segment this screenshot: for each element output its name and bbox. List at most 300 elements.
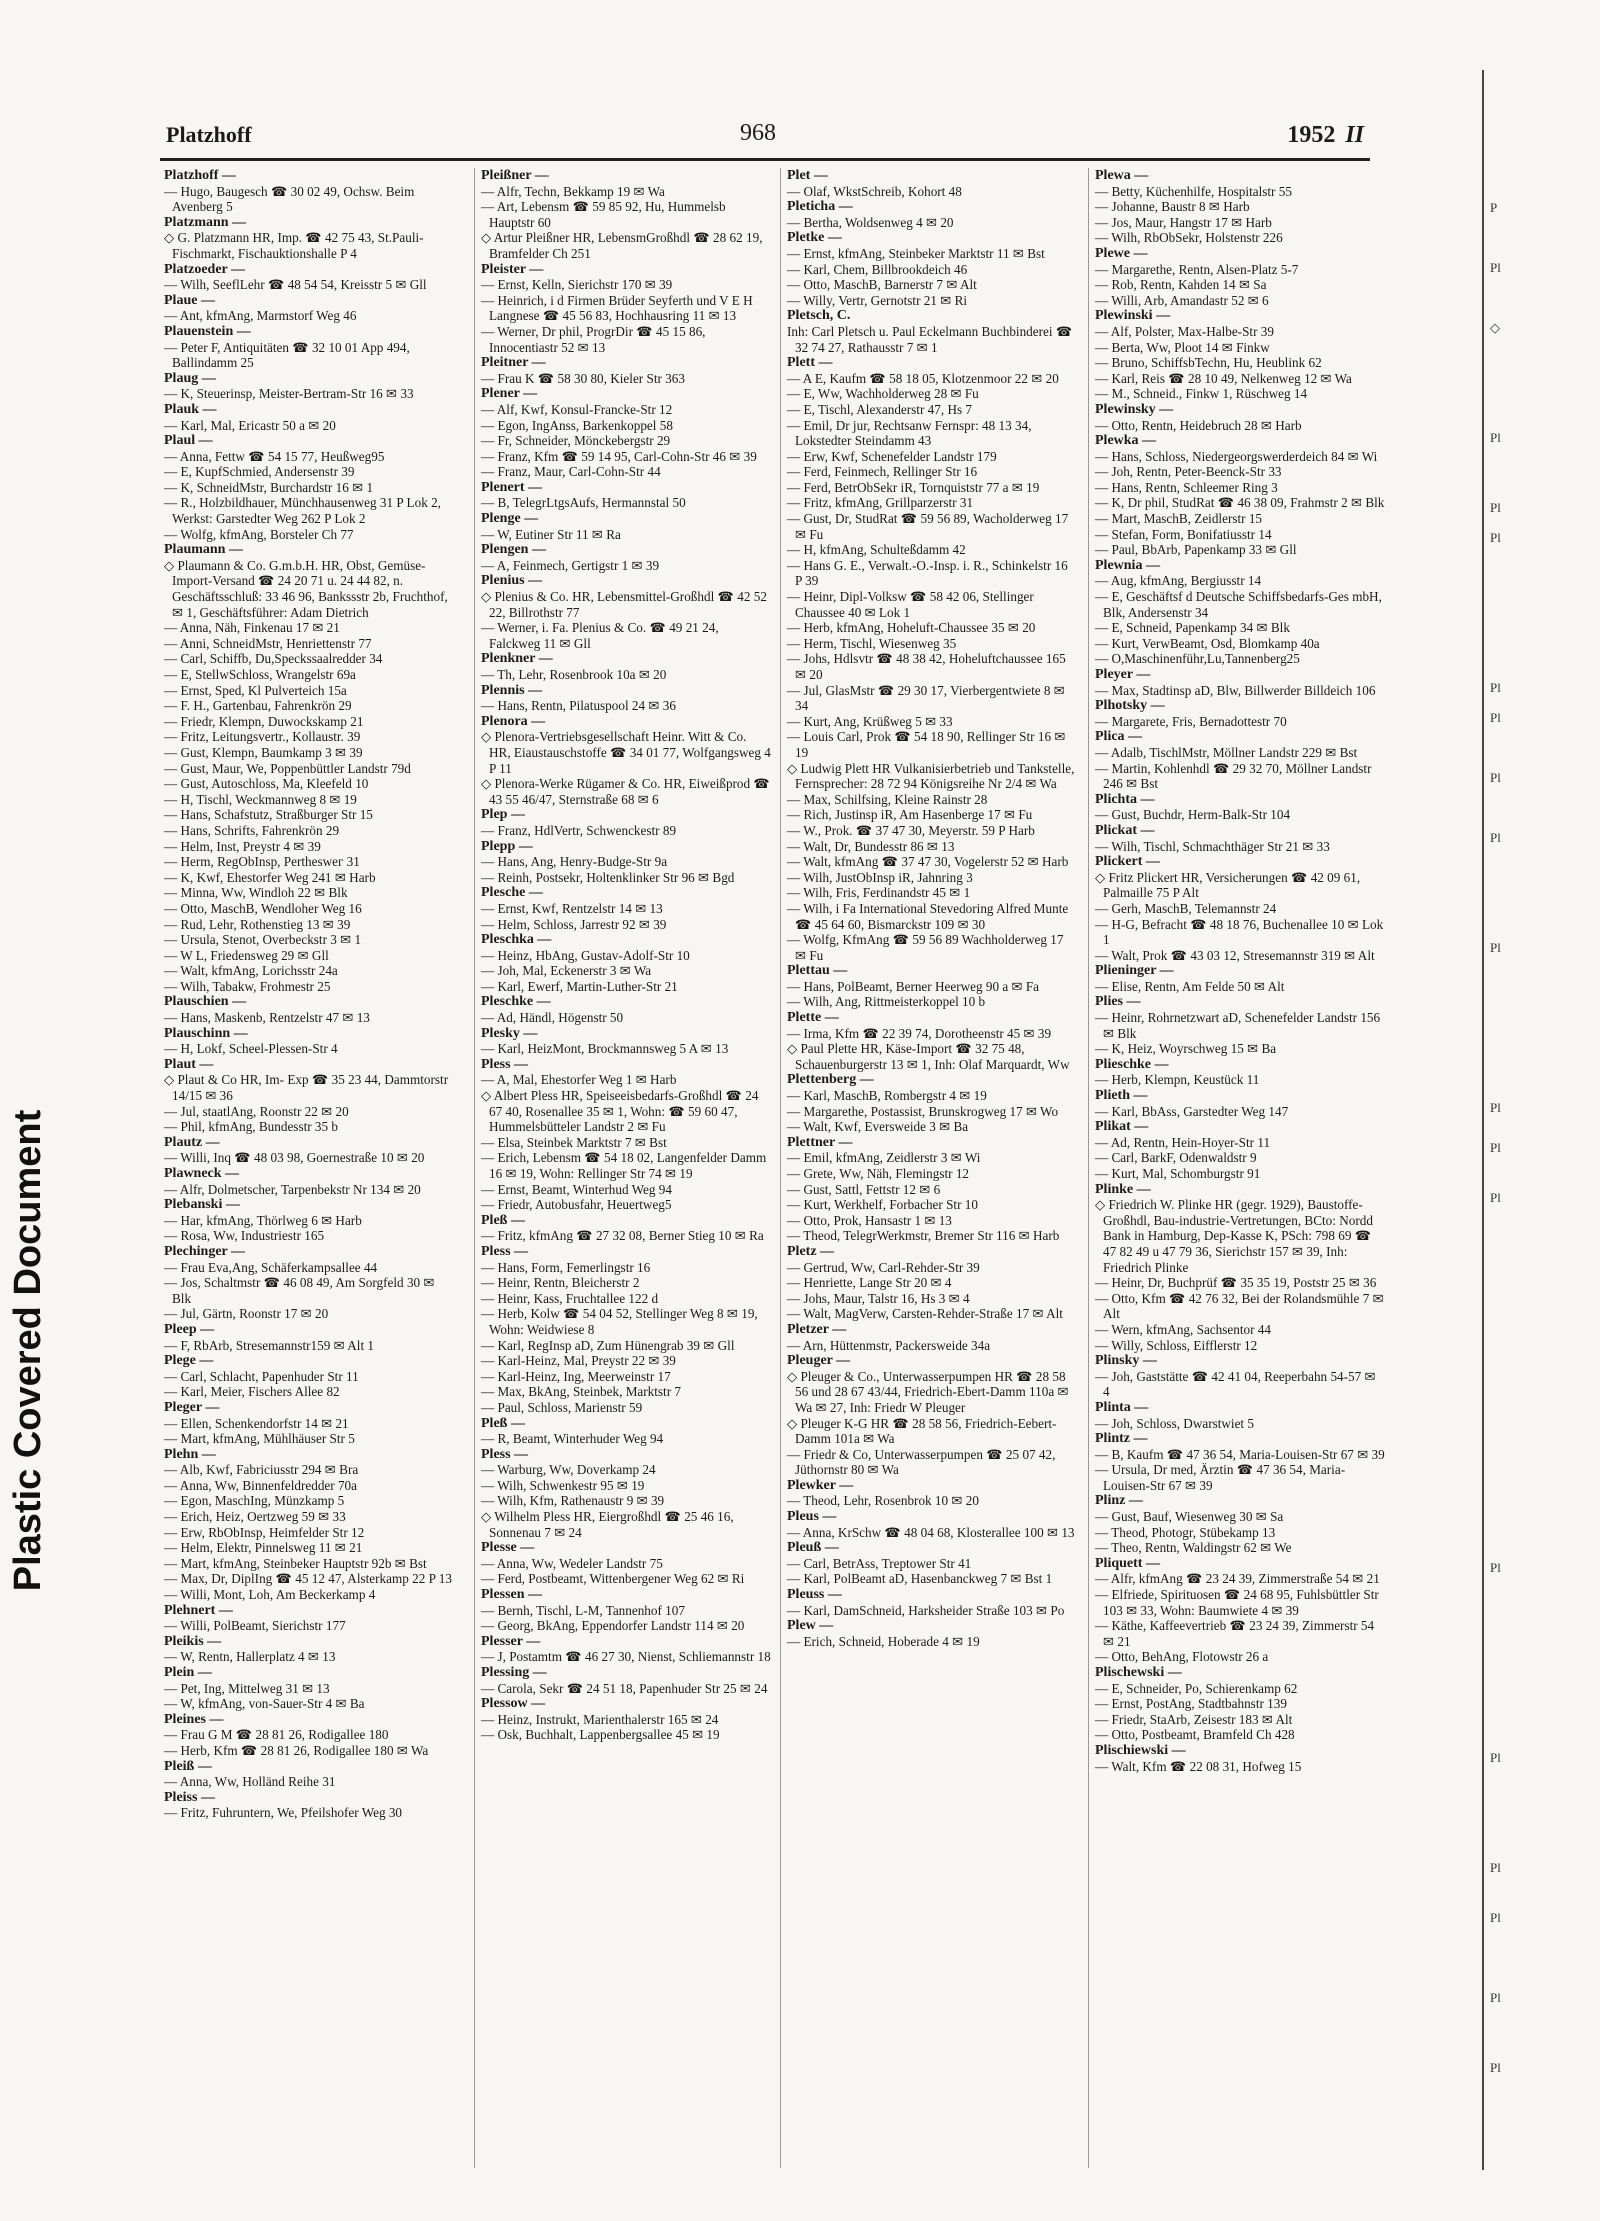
adjacent-page-fragment: Pl	[1490, 1750, 1501, 1765]
directory-entry: — Minna, Ww, Windloh 22 ✉ Blk	[164, 885, 348, 901]
directory-entry: Pleuss —	[787, 1587, 842, 1603]
directory-entry: — Otto, Prok, Hansastr 1 ✉ 13	[787, 1212, 952, 1228]
directory-entry: Plinta —	[1095, 1399, 1149, 1415]
directory-entry: — W L, Friedensweg 29 ✉ Gll	[164, 947, 329, 963]
adjacent-page-fragment: P	[1490, 200, 1498, 215]
directory-entry: Pleep —	[164, 1321, 215, 1337]
adjacent-page-fragment: Pl	[1490, 430, 1501, 445]
directory-entry: Plenora —	[481, 713, 546, 729]
directory-entry: Plichta —	[1095, 791, 1155, 807]
directory-entry: Pless —	[481, 1243, 529, 1259]
directory-entry: ◇ Plenius & Co. HR, Lebensmittel-Großhdl ☎ 42 52 22, Billrothstr 77	[481, 589, 771, 620]
directory-entry: — K, Heiz, Woyrschweg 15 ✉ Ba	[1095, 1041, 1277, 1057]
directory-entry: Plewa —	[1095, 168, 1149, 183]
directory-entry: — Rosa, Ww, Industriestr 165	[164, 1228, 325, 1244]
directory-entry: — Frau Eva,Ang, Schäferkampsallee 44	[164, 1259, 378, 1275]
directory-entry: Plenius —	[481, 573, 543, 589]
directory-entry: — Wilh, Tischl, Schmachthäger Str 21 ✉ 33	[1095, 838, 1330, 854]
column-2	[474, 168, 771, 2168]
directory-entry: — Otto, Postbeamt, Bramfeld Ch 428	[1095, 1727, 1295, 1743]
directory-entry: — Aug, kfmAng, Bergiusstr 14	[1095, 573, 1262, 589]
directory-entry: — Willi, Inq ☎ 48 03 98, Goernestraße 10 ✉ 20	[164, 1150, 425, 1166]
directory-entry: — Anna, Näh, Finkenau 17 ✉ 21	[164, 620, 340, 636]
directory-entry: — Franz, HdlVertr, Schwenckestr 89	[481, 822, 677, 838]
directory-entry: — Willy, Vertr, Gernotstr 21 ✉ Ri	[787, 292, 968, 308]
directory-entry: — Willi, PolBeamt, Sierichstr 177	[164, 1618, 346, 1634]
directory-entry: — A, Feinmech, Gertigstr 1 ✉ 39	[481, 557, 660, 573]
directory-entry: — Ernst, Kwf, Rentzelstr 14 ✉ 13	[481, 900, 663, 916]
directory-entry: — Gust, Buchdr, Herm-Balk-Str 104	[1095, 807, 1291, 823]
directory-entry: — E, Schneider, Po, Schierenkamp 62	[1095, 1680, 1298, 1696]
directory-entry: — Carl, BetrAss, Treptower Str 41	[787, 1555, 972, 1571]
directory-entry: Plettau —	[787, 963, 848, 979]
directory-entry: — Karl, Chem, Billbrookdeich 46	[787, 261, 968, 277]
directory-entry: — Friedr, StaArb, Zeisestr 183 ✉ Alt	[1095, 1711, 1293, 1727]
directory-entry: — Erich, Lebensm ☎ 54 18 02, Langenfelder Damm 16 ✉ 19, Wohn: Rellinger Str 74 ✉ 19	[481, 1150, 767, 1181]
directory-entry: Plautz —	[164, 1134, 220, 1150]
directory-entry: — Ellen, Schenkendorfstr 14 ✉ 21	[164, 1415, 349, 1431]
directory-entry: Plein —	[164, 1665, 212, 1680]
adjacent-page-fragment: Pl	[1490, 1190, 1501, 1205]
directory-entry: — Gust, Bauf, Wiesenweg 30 ✉ Sa	[1095, 1509, 1284, 1525]
volume: II	[1345, 122, 1364, 148]
directory-entry: ◇ Plenora-Werke Rügamer & Co. HR, Eiweißprod ☎ 43 55 46/47, Sternstraße 68 ✉ 6	[481, 776, 771, 807]
directory-entry: Plischiewski —	[1095, 1742, 1186, 1758]
directory-entry: — Theod, Lehr, Rosenbrok 10 ✉ 20	[787, 1493, 979, 1509]
directory-entry: — Heinr, Rohrnetzwart aD, Schenefelder Landstr 156 ✉ Blk	[1095, 1010, 1381, 1041]
directory-entry: Inh: Carl Pletsch u. Paul Eckelmann Buchbinderei ☎ 32 74 27, Rathausstr 7 ✉ 1	[787, 323, 1073, 355]
directory-entry: — Peter F, Antiquitäten ☎ 32 10 01 App 494, Ballindamm 25	[164, 339, 410, 371]
directory-entry: — E, Ww, Wachholderweg 28 ✉ Fu	[787, 386, 979, 402]
directory-entry: Pleyer —	[1095, 667, 1151, 682]
directory-entry: — Ursula, Dr med, Ärztin ☎ 47 36 54, Maria-Louisen-Str 67 ✉ 39	[1095, 1462, 1346, 1493]
directory-entry: Plaul —	[164, 433, 213, 449]
directory-entry: — Willy, Schloss, Eifflerstr 12	[1095, 1337, 1258, 1353]
directory-entry: Plettenberg —	[787, 1072, 874, 1088]
directory-entry: — Henriette, Lange Str 20 ✉ 4	[787, 1275, 952, 1291]
directory-entry: — Frau G M ☎ 28 81 26, Rodigallee 180	[164, 1727, 389, 1743]
directory-entry: — Alf, Polster, Max-Halbe-Str 39	[1095, 323, 1274, 339]
directory-entry: ◇ Friedrich W. Plinke HR (gegr. 1929), Baustoffe-Großhdl, Bau-industrie-Vertretungen, BCto: Nordd Bank in Hamburg, Dep-Kasse K, PSch: 798 69 ☎ 47 82 49 u 47 79 36, Sierichstr 157 ✉ 39, Inh: Friedrich Plinke	[1095, 1197, 1385, 1275]
adjacent-page-fragment: Pl	[1490, 770, 1501, 785]
directory-entry: — Johs, Maur, Talstr 16, Hs 3 ✉ 4	[787, 1290, 970, 1306]
adjacent-page-fragment: Pl	[1490, 2060, 1501, 2075]
directory-entry: ◇ Plenora-Vertriebsgesellschaft Heinr. Witt & Co. HR, Eiaustauschstoffe ☎ 34 01 77, Wolfgangsweg 4 P 11	[481, 729, 771, 776]
directory-entry: — Frau K ☎ 58 30 80, Kieler Str 363	[481, 370, 685, 386]
directory-entry: — Karl-Heinz, Mal, Preystr 22 ✉ 39	[481, 1353, 676, 1369]
directory-entry: — Carl, BarkF, Odenwaldstr 9	[1095, 1150, 1257, 1166]
directory-entry: — Bertha, Woldsenweg 4 ✉ 20	[787, 214, 954, 230]
directory-entry: Pless —	[481, 1446, 529, 1462]
directory-entry: Plewnia —	[1095, 557, 1160, 573]
directory-entry: — Ferd, BetrObSekr iR, Tornquiststr 77 a ✉ 19	[787, 479, 1040, 495]
adjacent-page-fragment: Pl	[1490, 1990, 1501, 2005]
adjacent-page-fragment: Pl	[1490, 680, 1501, 695]
column-3	[780, 168, 1077, 2168]
directory-entry: — Wilh, SeeflLehr ☎ 48 54 54, Kreisstr 5 ✉ Gll	[164, 277, 427, 293]
directory-entry: — Anna, Fettw ☎ 54 15 77, Heußweg95	[164, 448, 385, 464]
directory-entry: — Max, Stadtinsp aD, Blw, Billwerder Billdeich 106	[1095, 682, 1376, 698]
directory-entry: — Willi, Arb, Amandastr 52 ✉ 6	[1095, 292, 1269, 308]
directory-entry: — Karl, Ewerf, Martin-Luther-Str 21	[481, 978, 678, 994]
directory-entry: Pletzer —	[787, 1321, 847, 1337]
directory-entry: — Theod, Photogr, Stübekamp 13	[1095, 1524, 1276, 1540]
directory-entry: — Hans, Rentn, Pilatuspool 24 ✉ 36	[481, 698, 676, 714]
directory-entry: — Jul, GlasMstr ☎ 29 30 17, Vierbergentwiete 8 ✉ 34	[787, 682, 1065, 714]
directory-entry: ◇ Ludwig Plett HR Vulkanisierbetrieb und Tankstelle, Fernsprecher: 28 72 94 Königsreihe Nr 2/4 ✉ Wa	[787, 761, 1077, 792]
directory-entry: Platzmann —	[164, 214, 247, 230]
adjacent-page-fragment: Pl	[1490, 1910, 1501, 1925]
directory-entry: — Margarethe, Rentn, Alsen-Platz 5-7	[1095, 261, 1299, 277]
directory-entry: Plauschien —	[164, 994, 247, 1010]
directory-entry: — H, kfmAng, Schulteßdamm 42	[787, 542, 966, 558]
directory-entry: — Willi, Mont, Loh, Am Beckerkamp 4	[164, 1587, 376, 1603]
directory-entry: ◇ Paul Plette HR, Käse-Import ☎ 32 75 48, Schauenburgerstr 13 ✉ 1, Inh: Olaf Marquardt, Ww	[787, 1041, 1077, 1072]
directory-entry: — Walt, Dr, Bundesstr 86 ✉ 13	[787, 838, 955, 854]
directory-entry: — Ant, kfmAng, Marmstorf Weg 46	[164, 308, 357, 324]
page-number: 968	[740, 120, 776, 146]
directory-entry: — Joh, Mal, Eckenerstr 3 ✉ Wa	[481, 963, 652, 979]
directory-entry: — Karl, Mal, Ericastr 50 a ✉ 20	[164, 417, 336, 433]
directory-entry: — Hans, Schloss, Niedergeorgswerderdeich 84 ✉ Wi	[1095, 448, 1378, 464]
directory-columns	[160, 168, 1385, 2168]
directory-entry: Plikat —	[1095, 1119, 1149, 1135]
directory-entry: Pleuger —	[787, 1353, 851, 1369]
directory-entry: Pliquett —	[1095, 1555, 1160, 1571]
directory-entry: — E, Geschäftsf d Deutsche Schiffsbedarfs-Ges mbH, Blk, Andersenstr 34	[1095, 589, 1382, 620]
directory-entry: — Bernh, Tischl, L-M, Tannenhof 107	[481, 1602, 685, 1618]
directory-entry: — Karl, RegInsp aD, Zum Hünengrab 39 ✉ Gll	[481, 1337, 735, 1353]
directory-entry: Platzoeder —	[164, 261, 245, 277]
directory-entry: — Th, Lehr, Rosenbrook 10a ✉ 20	[481, 667, 667, 682]
directory-entry: Pleticha —	[787, 199, 853, 215]
directory-entry: — Hans, Ang, Henry-Budge-Str 9a	[481, 854, 668, 870]
directory-entry: — Ernst, kfmAng, Steinbeker Marktstr 11 ✉ Bst	[787, 245, 1045, 261]
directory-entry: Pleß —	[481, 1415, 525, 1431]
header-surname: Platzhoff	[166, 122, 252, 147]
directory-entry: Plettner —	[787, 1134, 853, 1150]
directory-entry: — Herm, RegObInsp, Pertheswег 31	[164, 854, 360, 870]
directory-entry: — Theo, Rentn, Waldingstr 62 ✉ We	[1095, 1540, 1292, 1556]
directory-entry: — Erw, Kwf, Schenefelder Landstr 179	[787, 448, 997, 464]
column-4	[1088, 168, 1385, 2168]
directory-entry: — Wilh, JustObInsp iR, Jahnring 3	[787, 869, 973, 885]
adjacent-page-fragment: Pl	[1490, 1140, 1501, 1155]
directory-entry: — W., Prok. ☎ 37 47 30, Meyerstr. 59 P Harb	[787, 822, 1035, 838]
directory-entry: Platzhoff —	[164, 168, 236, 183]
directory-entry: — Wilh, RbObSekr, Holstenstr 226	[1095, 230, 1283, 246]
directory-entry: — Erich, Schneid, Hoberade 4 ✉ 19	[787, 1633, 980, 1649]
directory-entry: — Heinr, Dr, Buchprüf ☎ 35 35 19, Poststr 25 ✉ 36	[1095, 1275, 1377, 1291]
directory-entry: ◇ Fritz Plickert HR, Versicherungen ☎ 42 09 61, Palmaille 75 P Alt	[1095, 870, 1385, 901]
directory-entry: — Egon, MaschIng, Münzkamp 5	[164, 1493, 345, 1509]
directory-entry: — Karl, PolBeamt aD, Hasenbanckweg 7 ✉ Bst 1	[787, 1571, 1053, 1587]
plastic-covered-text: Plastic Covered Document	[7, 1109, 50, 1591]
directory-entry: — Wilh, i Fa International Stevedoring Alfred Munte ☎ 45 64 60, Bismarckstr 109 ✉ 30	[787, 900, 1069, 932]
directory-entry: — Walt, Prok ☎ 43 03 12, Stresemannstr 319 ✉ Alt	[1095, 947, 1375, 963]
directory-entry: ◇ Pleuger & Co., Unterwasserpumpen HR ☎ 28 58 56 und 28 67 43/44, Friedrich-Ebert-Damm 110a ✉ Wa ✉ 27, Inh: Friedr W Pleuger	[787, 1369, 1077, 1416]
directory-entry: Plenert —	[481, 479, 543, 495]
directory-entry: Plet —	[787, 168, 828, 183]
directory-entry: — Ernst, Beamt, Winterhud Weg 94	[481, 1181, 672, 1197]
directory-entry: — Anna, Ww, Holländ Reihe 31	[164, 1774, 336, 1790]
directory-entry: Pleuß —	[787, 1540, 839, 1556]
adjacent-page-fragment: Pl	[1490, 1560, 1501, 1575]
directory-entry: — H, Tischl, Weckmannweg 8 ✉ 19	[164, 791, 357, 807]
directory-entry: — Gerh, MaschB, Telemannstr 24	[1095, 900, 1277, 916]
directory-entry: — Hans, Schrifts, Fahrenkrön 29	[164, 822, 340, 838]
directory-entry: Plaue —	[164, 292, 215, 308]
directory-entry: Plischewski —	[1095, 1665, 1182, 1680]
directory-entry: — Heinrich, i d Firmen Brüder Seyferth und V E H Langnese ☎ 45 56 83, Hochhausring 11 ✉ 13	[481, 292, 753, 324]
directory-entry: Pleger —	[164, 1399, 220, 1415]
directory-entry: Pletsch, C.	[787, 308, 851, 324]
directory-entry: Plehn —	[164, 1446, 216, 1462]
directory-entry: — Max, Schilfsing, Kleine Rainstr 28	[787, 791, 988, 807]
directory-entry: Plinke —	[1095, 1181, 1151, 1197]
directory-entry: Plengen —	[481, 542, 546, 558]
directory-entry: — Franz, Maur, Carl-Cohn-Str 44	[481, 464, 661, 480]
directory-entry: — Joh, Rentn, Peter-Beenck-Str 33	[1095, 464, 1282, 480]
directory-entry: — Olaf, WkstSchreib, Kohort 48	[787, 183, 962, 199]
directory-entry: Plaut —	[164, 1056, 214, 1072]
directory-entry: — J, Postamtm ☎ 46 27 30, Nienst, Schliemannstr 18	[481, 1649, 771, 1665]
adjacent-page-edge	[1482, 70, 1600, 2170]
directory-entry: — Wilh, Kfm, Rathenaustr 9 ✉ 39	[481, 1493, 665, 1509]
directory-entry: — M., Schneid., Finkw 1, Rüschweg 14	[1095, 386, 1308, 402]
directory-entry: — Margarete, Fris, Bernadottestr 70	[1095, 713, 1287, 729]
directory-entry: — Egon, IngAnss, Barkenkoppel 58	[481, 417, 673, 433]
directory-entry: — Arn, Hüttenmstr, Packersweide 34a	[787, 1337, 991, 1353]
directory-entry: Plewker —	[787, 1477, 854, 1493]
directory-entry: Plebanski —	[164, 1197, 240, 1213]
directory-entry: ◇ Wilhelm Pless HR, Eiergroßhdl ☎ 25 46 16, Sonnenau 7 ✉ 24	[481, 1509, 771, 1540]
directory-entry: ◇ Pleuger K-G HR ☎ 28 58 56, Friedrich-Eebert-Damm 101a ✉ Wa	[787, 1416, 1077, 1447]
directory-entry: — Friedr & Co, Unterwasserpumpen ☎ 25 07 42, Jüthornstr 80 ✉ Wa	[787, 1446, 1056, 1478]
directory-entry: Plechinger —	[164, 1243, 246, 1259]
directory-entry: — Mart, kfmAng, Steinbeker Hauptstr 92b ✉ Bst	[164, 1555, 427, 1571]
directory-entry: — Ferd, Feinmech, Rellinger Str 16	[787, 464, 978, 480]
year: 1952	[1287, 122, 1336, 148]
directory-entry: — Wolfg, KfmAng ☎ 59 56 89 Wachholderweg 17 ✉ Fu	[787, 932, 1064, 963]
directory-entry: Pletz —	[787, 1243, 835, 1259]
directory-entry: — Gust, Maur, We, Poppenbüttler Landstr 79d	[164, 760, 411, 776]
directory-entry: Plesky —	[481, 1025, 538, 1041]
directory-entry: Pleus —	[787, 1509, 837, 1525]
directory-entry: — Ad, Händl, Högenstr 50	[481, 1010, 624, 1026]
directory-entry: — Hans, Schafstutz, Straßburger Str 15	[164, 807, 373, 823]
directory-entry: Plaumann —	[164, 542, 243, 558]
directory-entry: — E, KupfSchmied, Andersenstr 39	[164, 464, 355, 480]
directory-entry: — Walt, Kfm ☎ 22 08 31, Hofweg 15	[1095, 1758, 1302, 1774]
directory-entry: Pleschka —	[481, 932, 552, 948]
directory-entry: Plinsky —	[1095, 1353, 1157, 1369]
directory-entry: — Kurt, Ang, Krüßweg 5 ✉ 33	[787, 713, 953, 729]
directory-entry: — Werner, Dr phil, ProgrDir ☎ 45 15 86, Innocentiastr 52 ✉ 13	[481, 323, 706, 355]
directory-entry: — Paul, Schloss, Marienstr 59	[481, 1399, 643, 1415]
directory-entry: — Bruno, SchiffsbTechn, Hu, Heublink 62	[1095, 355, 1322, 371]
directory-entry: Plickert —	[1095, 854, 1160, 870]
directory-entry: — Wilh, Tabakw, Frohmestr 25	[164, 978, 331, 994]
directory-entry: — Jos, Maur, Hangstr 17 ✉ Harb	[1095, 214, 1272, 230]
directory-entry: — Ernst, Kelln, Sierichstr 170 ✉ 39	[481, 277, 673, 293]
directory-entry: — Karl, BbAss, Garstedter Weg 147	[1095, 1103, 1289, 1119]
directory-entry: — Jul, Gärtn, Roonstr 17 ✉ 20	[164, 1306, 329, 1322]
directory-entry: — Herm, Tischl, Wiesenweg 35	[787, 635, 957, 651]
directory-page	[160, 100, 1450, 2180]
directory-entry: — Theod, TelegrWerkmstr, Bremer Str 116 ✉ Harb	[787, 1228, 1060, 1244]
directory-entry: — Carl, Schlacht, Papenhuder Str 11	[164, 1368, 359, 1384]
directory-entry: Pleiss —	[164, 1789, 215, 1805]
adjacent-page-fragment: Pl	[1490, 530, 1501, 545]
directory-entry: — Otto, Rentn, Heidebruch 28 ✉ Harb	[1095, 417, 1302, 433]
directory-entry: — Johanne, Baustr 8 ✉ Harb	[1095, 199, 1250, 215]
directory-entry: — Max, Dr, DiplIng ☎ 45 12 47, Alsterkamp 22 P 13	[164, 1571, 452, 1587]
directory-entry: — Anna, Ww, Binnenfeldredder 70a	[164, 1477, 357, 1493]
directory-entry: Plesse —	[481, 1540, 535, 1556]
directory-entry: — Karl, DamSchneid, Harksheider Straße 103 ✉ Po	[787, 1602, 1065, 1618]
directory-entry: — Rud, Lehr, Rothenstieg 13 ✉ 39	[164, 916, 351, 932]
directory-entry: — Fr, Schneider, Mönckebergstr 29	[481, 433, 671, 449]
column-1	[164, 168, 454, 2168]
directory-entry: Pletke —	[787, 230, 842, 246]
directory-entry: ◇ Artur Pleißner HR, LebensmGroßhdl ☎ 28 62 19, Bramfelder Ch 251	[481, 230, 771, 261]
directory-entry: — Karl, Reis ☎ 28 10 49, Nelkenweg 12 ✉ Wa	[1095, 370, 1352, 386]
directory-entry: Pleß —	[481, 1212, 525, 1228]
directory-entry: Plesche —	[481, 885, 543, 901]
directory-entry: Plewe —	[1095, 245, 1148, 261]
directory-entry: — Grete, Ww, Näh, Flemingstr 12	[787, 1166, 970, 1181]
directory-entry: — K, Kwf, Ehestorfer Weg 241 ✉ Harb	[164, 869, 376, 885]
directory-entry: Plep —	[481, 807, 525, 823]
directory-entry: — Wilh, Ang, Rittmeisterkoppel 10 b	[787, 994, 986, 1010]
directory-entry: — Gust, Sattl, Fettstr 12 ✉ 6	[787, 1181, 941, 1197]
adjacent-page-fragment: ◇	[1490, 320, 1500, 335]
directory-entry: — Elsa, Steinbek Marktstr 7 ✉ Bst	[481, 1134, 667, 1150]
adjacent-page-fragment: Pl	[1490, 940, 1501, 955]
directory-entry: — Ad, Rentn, Hein-Hoyer-Str 11	[1095, 1134, 1271, 1150]
directory-entry: ◇ G. Platzmann HR, Imp. ☎ 42 75 43, St.Pauli-Fischmarkt, Fischauktionshalle P 4	[164, 230, 454, 261]
directory-entry: — Adalb, TischlMstr, Möllner Landstr 229 ✉ Bst	[1095, 744, 1358, 760]
directory-entry: Plette —	[787, 1010, 839, 1026]
directory-entry: — Rob, Rentn, Kahden 14 ✉ Sa	[1095, 277, 1267, 293]
directory-entry: — Herb, Kolw ☎ 54 04 52, Stellinger Weg 8 ✉ 19, Wohn: Weidwiese 8	[481, 1306, 758, 1337]
directory-entry: — Alb, Kwf, Fabriciusstr 294 ✉ Bra	[164, 1462, 359, 1478]
header-year	[1287, 122, 1364, 149]
directory-entry: Plauenstein —	[164, 323, 251, 339]
directory-entry: — Otto, Kfm ☎ 42 76 32, Bei der Rolandsmühle 7 ✉ Alt	[1095, 1290, 1384, 1322]
directory-entry: — A E, Kaufm ☎ 58 18 05, Klotzenmoor 22 ✉ 20	[787, 370, 1059, 386]
directory-entry: Plessow —	[481, 1696, 546, 1712]
directory-entry: — Gertrud, Ww, Carl-Rehder-Str 39	[787, 1259, 980, 1275]
directory-entry: — Joh, Schloss, Dwarstwiet 5	[1095, 1415, 1254, 1431]
directory-entry: — Pet, Ing, Mittelweg 31 ✉ 13	[164, 1680, 330, 1696]
directory-entry: Plauk —	[164, 401, 217, 417]
directory-entry: — Mart, MaschB, Zeidlerstr 15	[1095, 511, 1263, 527]
directory-entry: — E, StellwSchloss, Wrangelstr 69a	[164, 667, 356, 682]
directory-entry: — Wern, kfmAng, Sachsentor 44	[1095, 1321, 1271, 1337]
directory-entry: Plenge —	[481, 511, 539, 527]
directory-entry: — Heinr, Kass, Fruchtallee 122 d	[481, 1290, 659, 1306]
directory-entry: — Gust, Dr, StudRat ☎ 59 56 89, Wacholderweg 17 ✉ Fu	[787, 511, 1069, 542]
directory-entry: — Har, kfmAng, Thörlweg 6 ✉ Harb	[164, 1212, 362, 1228]
directory-entry: — W, Rentn, Hallerplatz 4 ✉ 13	[164, 1649, 336, 1665]
directory-entry: — Carl, Schiffb, Du,Speckssaalredder 34	[164, 651, 383, 667]
directory-entry: Plintz —	[1095, 1431, 1148, 1447]
directory-entry: Plew —	[787, 1618, 834, 1634]
directory-entry: ◇ Plaumann & Co. G.m.b.H. HR, Obst, Gemüse-Import-Versand ☎ 24 20 71 u. 24 44 82, n. Geschäftsschluß: 33 46 96, Bankssstr 2b, Fruchthof, ✉ 1, Geschäftsführer: Adam Dietrich	[164, 558, 454, 620]
directory-entry: — Walt, MagVerw, Carsten-Rehder-Straße 17 ✉ Alt	[787, 1306, 1063, 1322]
directory-entry: Plessen —	[481, 1587, 543, 1603]
directory-entry: — Berta, Ww, Ploot 14 ✉ Finkw	[1095, 339, 1270, 355]
adjacent-page-fragment: Pl	[1490, 1100, 1501, 1115]
directory-entry: — Fritz, kfmAng ☎ 27 32 08, Berner Stieg 10 ✉ Ra	[481, 1228, 764, 1244]
directory-entry: — Herb, kfmAng, Hoheluft-Chaussee 35 ✉ 20	[787, 620, 1036, 636]
directory-entry: — Emil, kfmAng, Zeidlerstr 3 ✉ Wi	[787, 1150, 981, 1166]
directory-entry: Plewka —	[1095, 433, 1157, 449]
directory-entry: — Wilh, Fris, Ferdinandstr 45 ✉ 1	[787, 885, 971, 901]
directory-entry: — Karl, Meier, Fischers Allee 82	[164, 1384, 340, 1400]
directory-entry: — Herb, Klempn, Keustück 11	[1095, 1072, 1260, 1088]
directory-entry: — Hans, Form, Femerlingstr 16	[481, 1259, 651, 1275]
directory-entry: — Carola, Sekr ☎ 24 51 18, Papenhuder Str 25 ✉ 24	[481, 1680, 768, 1696]
directory-entry: — F, RbArb, Stresemannstr159 ✉ Alt 1	[164, 1337, 375, 1353]
directory-entry: — Walt, Kwf, Eversweide 3 ✉ Ba	[787, 1119, 969, 1135]
directory-entry: — Reinh, Postsekr, Holtenklinker Str 96 ✉ Bgd	[481, 869, 735, 885]
directory-entry: Plieninger —	[1095, 963, 1174, 979]
directory-entry: — Ursula, Stenot, Overbeckstr 3 ✉ 1	[164, 932, 362, 948]
adjacent-page-fragment: Pl	[1490, 260, 1501, 275]
directory-entry: — Johs, Hdlsvtr ☎ 48 38 42, Hoheluftchaussee 165 ✉ 20	[787, 651, 1066, 682]
directory-entry: — K, Steuerinsp, Meister-Bertram-Str 16 ✉ 33	[164, 386, 414, 402]
directory-entry: Pless —	[481, 1056, 529, 1072]
directory-entry: Plesser —	[481, 1633, 541, 1649]
directory-entry: Pleikis —	[164, 1633, 222, 1649]
directory-entry: — O,Maschinenführ,Lu,Tannenberg25	[1095, 651, 1300, 667]
directory-entry: — K, SchneidMstr, Burchardstr 16 ✉ 1	[164, 479, 374, 495]
directory-entry: — Stefan, Form, Bonifatiusstr 14	[1095, 526, 1272, 542]
directory-entry: Plickat —	[1095, 822, 1155, 838]
directory-entry: — Georg, BkAng, Eppendorfer Landstr 114 ✉ 20	[481, 1618, 745, 1634]
directory-entry: — H, Lokf, Scheel-Plessen-Str 4	[164, 1041, 338, 1057]
directory-entry: — Karl, MaschB, Rombergstr 4 ✉ 19	[787, 1088, 987, 1104]
directory-entry: — B, TelegrLtgsAufs, Hermannstal 50	[481, 495, 686, 511]
directory-entry: Plhotsky —	[1095, 698, 1165, 714]
directory-entry: — Betty, Küchenhilfe, Hospitalstr 55	[1095, 183, 1292, 199]
directory-entry: — Karl, HeizMont, Brockmannsweg 5 A ✉ 13	[481, 1041, 729, 1057]
directory-entry: — Elise, Rentn, Am Felde 50 ✉ Alt	[1095, 978, 1285, 994]
directory-entry: — Erw, RbObInsp, Heimfelder Str 12	[164, 1524, 365, 1540]
directory-entry: — R., Holzbildhauer, Münchhausenweg 31 P Lok 2, Werkst: Garstedter Weg 262 P Lok 2	[164, 495, 441, 527]
directory-entry: Plenkner —	[481, 651, 553, 667]
directory-entry: — Walt, kfmAng ☎ 37 47 30, Vogelerstr 52 ✉ Harb	[787, 854, 1069, 870]
directory-entry: — Alfr, kfmAng ☎ 23 24 39, Zimmerstraße 54 ✉ 21	[1095, 1571, 1380, 1587]
directory-entry: Plawneck —	[164, 1166, 240, 1181]
directory-entry: Pleitner —	[481, 355, 546, 371]
directory-entry: Pleines —	[164, 1711, 224, 1727]
directory-entry: — H-G, Befracht ☎ 48 18 76, Buchenallee 10 ✉ Lok 1	[1095, 916, 1384, 948]
directory-entry: Plica —	[1095, 729, 1143, 745]
directory-entry: Plieth —	[1095, 1088, 1148, 1104]
directory-entry: — Otto, MaschB, Barnerstr 7 ✉ Alt	[787, 277, 977, 293]
directory-entry: — Kurt, Mal, Schomburgstr 91	[1095, 1166, 1261, 1181]
adjacent-page-fragment: Pl	[1490, 830, 1501, 845]
directory-entry: Pleißner —	[481, 168, 549, 183]
directory-entry: Plewinski —	[1095, 308, 1171, 324]
directory-entry: — Art, Lebensm ☎ 59 85 92, Hu, Hummelsb Hauptstr 60	[481, 199, 726, 230]
directory-entry: — Helm, Schloss, Jarrestr 92 ✉ 39	[481, 916, 667, 932]
directory-entry: ◇ Albert Pless HR, Speiseeisbedarfs-Großhdl ☎ 24 67 40, Rosenallee 35 ✉ 1, Wohn: ☎ 59 60 47, Hummelsbütteler Landstr 2 ✉ Fu	[481, 1088, 771, 1135]
